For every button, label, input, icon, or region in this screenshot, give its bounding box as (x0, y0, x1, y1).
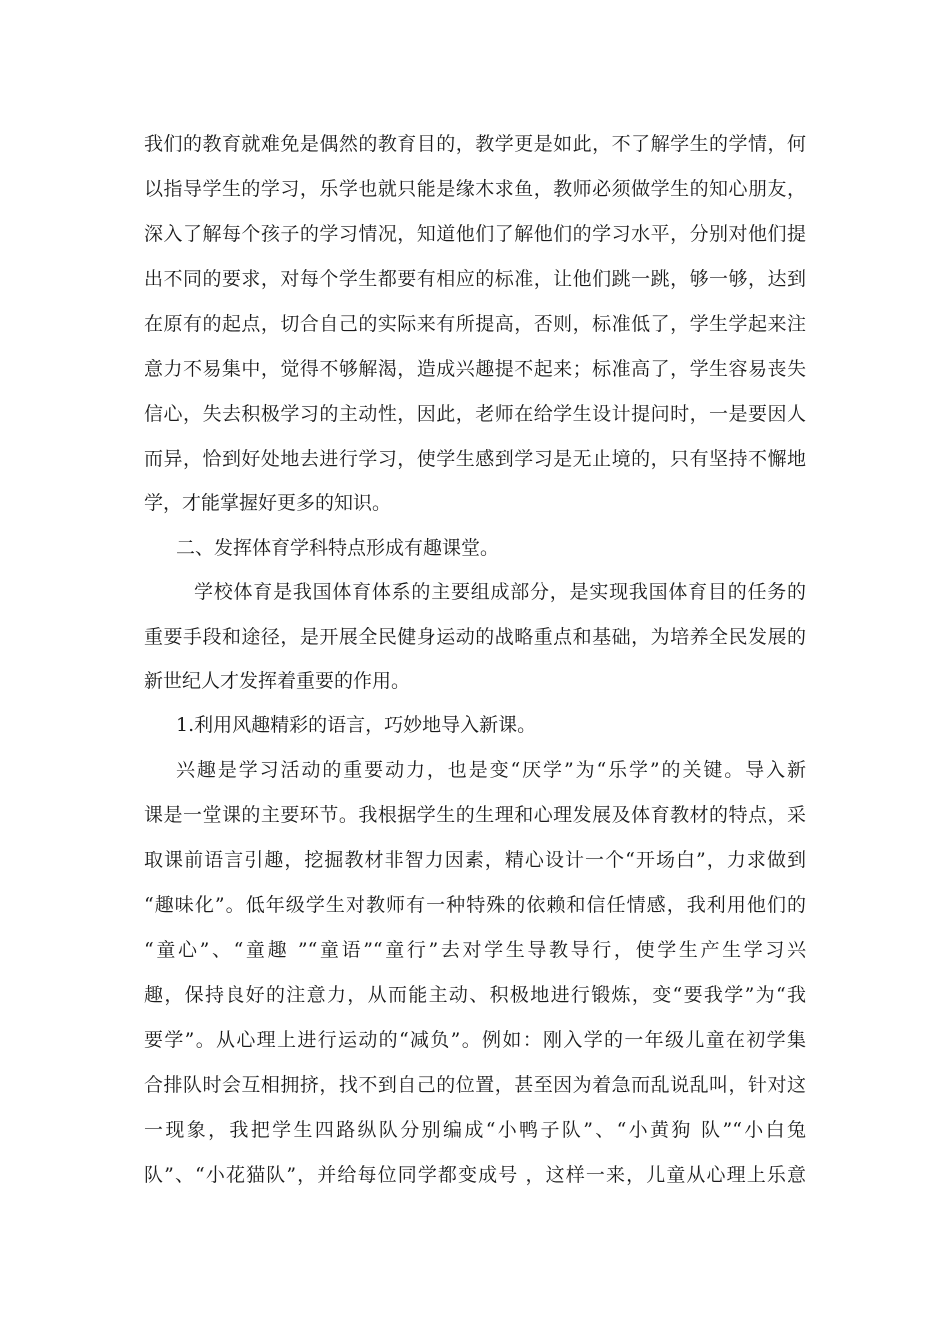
text-line: 课是一堂课的主要环节。我根据学生的生理和心理发展及体育教材的特点，采 (144, 804, 806, 826)
text-line: 而异，恰到好处地去进行学习，使学生感到学习是无止境的，只有坚持不懈地 (144, 448, 806, 470)
subsection-heading: 1.利用风趣精彩的语言，巧妙地导入新课。 (176, 714, 537, 736)
text-line: 学校体育是我国体育体系的主要组成部分，是实现我国体育目的任务的 (194, 581, 806, 603)
text-line: 取课前语言引趣，挖掘教材非智力因素，精心设计一个“开场白”，力求做到 (144, 849, 806, 871)
text-line: 一现象，我把学生四路纵队分别编成“小鸭子队”、“小黄狗 队”“小白兔 (144, 1119, 806, 1141)
text-line: 深入了解每个孩子的学习情况，知道他们了解他们的学习水平，分别对他们提 (144, 223, 806, 245)
text-line: “趣味化”。低年级学生对教师有一种特殊的依赖和信任情感，我利用他们的 (144, 894, 806, 916)
text-line: 新世纪人才发挥着重要的作用。 (144, 670, 411, 692)
text-line: 兴趣是学习活动的重要动力，也是变“厌学”为“乐学”的关键。导入新 (176, 759, 806, 781)
text-line: 趣，保持良好的注意力，从而能主动、积极地进行锻炼，变“要我学”为“我 (144, 984, 806, 1006)
text-line: “童心”、“童趣 ”“童语”“童行”去对学生导教导行，使学生产生学习兴 (144, 939, 806, 961)
section-heading: 二、发挥体育学科特点形成有趣课堂。 (176, 537, 500, 559)
text-line: 意力不易集中，觉得不够解渴，造成兴趣提不起来；标准高了，学生容易丧失 (144, 358, 806, 380)
text-line: 在原有的起点，切合自己的实际来有所提高，否则，标准低了，学生学起来注 (144, 313, 806, 335)
text-line: 合排队时会互相拥挤，找不到自己的位置，甚至因为着急而乱说乱叫，针对这 (144, 1074, 806, 1096)
text-line: 信心，失去积极学习的主动性，因此，老师在给学生设计提问时，一是要因人 (144, 403, 806, 425)
text-line: 要学”。从心理上进行运动的“减负”。例如：刚入学的一年级儿童在初学集 (144, 1029, 806, 1051)
text-line: 以指导学生的学习，乐学也就只能是缘木求鱼，教师必须做学生的知心朋友， (144, 178, 806, 200)
text-line: 队”、“小花猫队”，并给每位同学都变成号 ，这样一来，儿童从心理上乐意 (144, 1164, 806, 1186)
text-line: 学，才能掌握好更多的知识。 (144, 492, 392, 514)
text-line: 出不同的要求，对每个学生都要有相应的标准，让他们跳一跳，够一够，达到 (144, 268, 806, 290)
text-line: 重要手段和途径，是开展全民健身运动的战略重点和基础，为培养全民发展的 (144, 626, 806, 648)
text-line: 我们的教育就难免是偶然的教育目的，教学更是如此，不了解学生的学情，何 (144, 133, 806, 155)
